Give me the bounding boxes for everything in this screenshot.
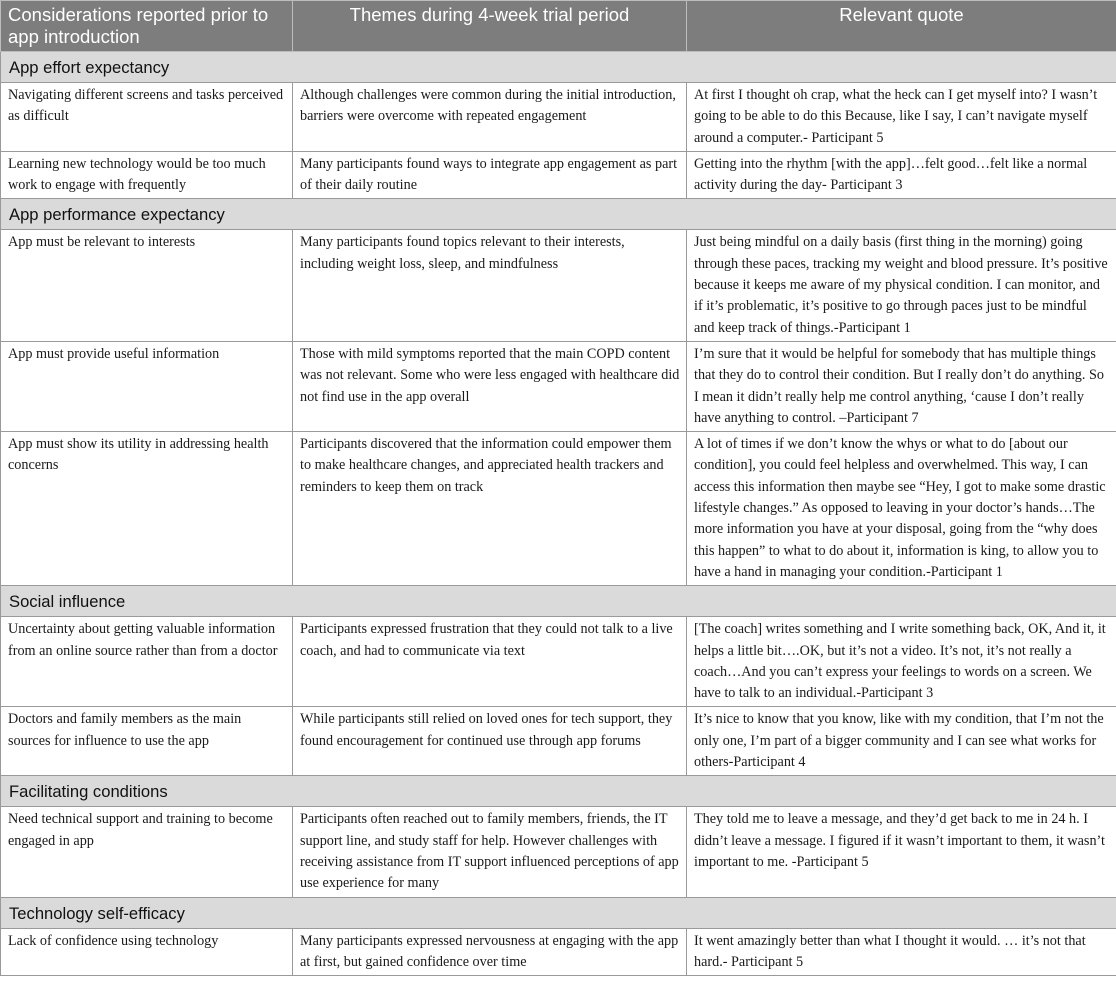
consideration-cell: App must be relevant to interests <box>1 230 293 341</box>
theme-cell: Many participants found ways to integrate app engagement as part of their daily routine <box>293 151 687 199</box>
header-themes: Themes during 4-week trial period <box>293 1 687 52</box>
consideration-cell: App must show its utility in addressing health concerns <box>1 432 293 586</box>
theme-cell: Many participants expressed nervousness at engaging with the app at first, but gained confidence over time <box>293 928 687 976</box>
quote-cell: At first I thought oh crap, what the heck can I get myself into? I wasn’t going to be able to do this Because, like I say, I can’t navigate myself around a computer.- Participant 5 <box>687 83 1116 152</box>
table-row <box>1 432 1116 586</box>
theme-cell: Participants expressed frustration that they could not talk to a live coach, and had to communicate via text <box>293 617 687 707</box>
theme-cell: Those with mild symptoms reported that the main COPD content was not relevant. Some who were less engaged with healthcare did not find use in the app overall <box>293 341 687 431</box>
consideration-cell: Uncertainty about getting valuable information from an online source rather than from a doctor <box>1 617 293 707</box>
theme-cell: Many participants found topics relevant to their interests, including weight loss, sleep, and mindfulness <box>293 230 687 341</box>
section-row <box>1 586 1116 617</box>
quote-cell: A lot of times if we don’t know the whys or what to do [about our condition], you could feel helpless and overwhelmed. This way, I can access this information then maybe see “Hey, I got to make some drastic lifestyle changes.” As opposed to leaving in your doctor’s hands…The more information you have at your disposal, going from the “why does this happen” to what to do about it, information is king, to allow you to have a hand in managing your condition.-Participant 1 <box>687 432 1116 586</box>
table-row <box>1 230 1116 341</box>
section-title: Technology self-efficacy <box>1 897 1116 928</box>
consideration-cell: Need technical support and training to become engaged in app <box>1 807 293 897</box>
table-row <box>1 807 1116 897</box>
section-row <box>1 776 1116 807</box>
header-row <box>1 1 1116 52</box>
theme-cell: Although challenges were common during the initial introduction, barriers were overcome with repeated engagement <box>293 83 687 152</box>
quote-cell: I’m sure that it would be helpful for somebody that has multiple things that they do to control their condition. But I really don’t do anything. So I mean it didn’t really help me control anything, ‘cause I don’t really have anything to control. –Participant 7 <box>687 341 1116 431</box>
section-title: App effort expectancy <box>1 52 1116 83</box>
table-row <box>1 928 1116 976</box>
theme-cell: Participants often reached out to family members, friends, the IT support line, and study staff for help. However challenges with receiving assistance from IT support influenced perceptions of app use experience for many <box>293 807 687 897</box>
theme-cell: While participants still relied on loved ones for tech support, they found encouragement for continued use through app forums <box>293 707 687 776</box>
quote-cell: It went amazingly better than what I thought it would. … it’s not that hard.- Participant 5 <box>687 928 1116 976</box>
table-row <box>1 341 1116 431</box>
header-quote: Relevant quote <box>687 1 1116 52</box>
section-title: Social influence <box>1 586 1116 617</box>
table-row <box>1 151 1116 199</box>
header-considerations: Considerations reported prior to app introduction <box>1 1 293 52</box>
section-title: Facilitating conditions <box>1 776 1116 807</box>
consideration-cell: Navigating different screens and tasks perceived as difficult <box>1 83 293 152</box>
quote-cell: It’s nice to know that you know, like with my condition, that I’m not the only one, I’m part of a bigger community and I can see what works for others-Participant 4 <box>687 707 1116 776</box>
quote-cell: They told me to leave a message, and they’d get back to me in 24 h. I didn’t leave a message. I figured if it wasn’t important to them, it wasn’t important to me. -Participant 5 <box>687 807 1116 897</box>
section-row <box>1 199 1116 230</box>
quote-cell: Just being mindful on a daily basis (first thing in the morning) going through these paces, tracking my weight and blood pressure. It’s positive because it keeps me aware of my physical condition. I can monitor, and if it’s problematic, it’s positive to go through paces just to be mindful and keep track of things.-Participant 1 <box>687 230 1116 341</box>
theme-cell: Participants discovered that the information could empower them to make healthcare changes, and appreciated health trackers and reminders to keep them on track <box>293 432 687 586</box>
consideration-cell: Learning new technology would be too much work to engage with frequently <box>1 151 293 199</box>
table-row <box>1 617 1116 707</box>
section-title: App performance expectancy <box>1 199 1116 230</box>
table-row <box>1 707 1116 776</box>
section-row <box>1 52 1116 83</box>
table-row <box>1 83 1116 152</box>
section-row <box>1 897 1116 928</box>
quote-cell: Getting into the rhythm [with the app]…felt good…felt like a normal activity during the day- Participant 3 <box>687 151 1116 199</box>
consideration-cell: App must provide useful information <box>1 341 293 431</box>
quote-cell: [The coach] writes something and I write something back, OK, And it, it helps a little bit….OK, but it’s not a video. It’s not, it’s not really a coach…And you can’t express your feelings to words on a screen. We have to talk to an individual.-Participant 3 <box>687 617 1116 707</box>
consideration-cell: Lack of confidence using technology <box>1 928 293 976</box>
consideration-cell: Doctors and family members as the main sources for influence to use the app <box>1 707 293 776</box>
